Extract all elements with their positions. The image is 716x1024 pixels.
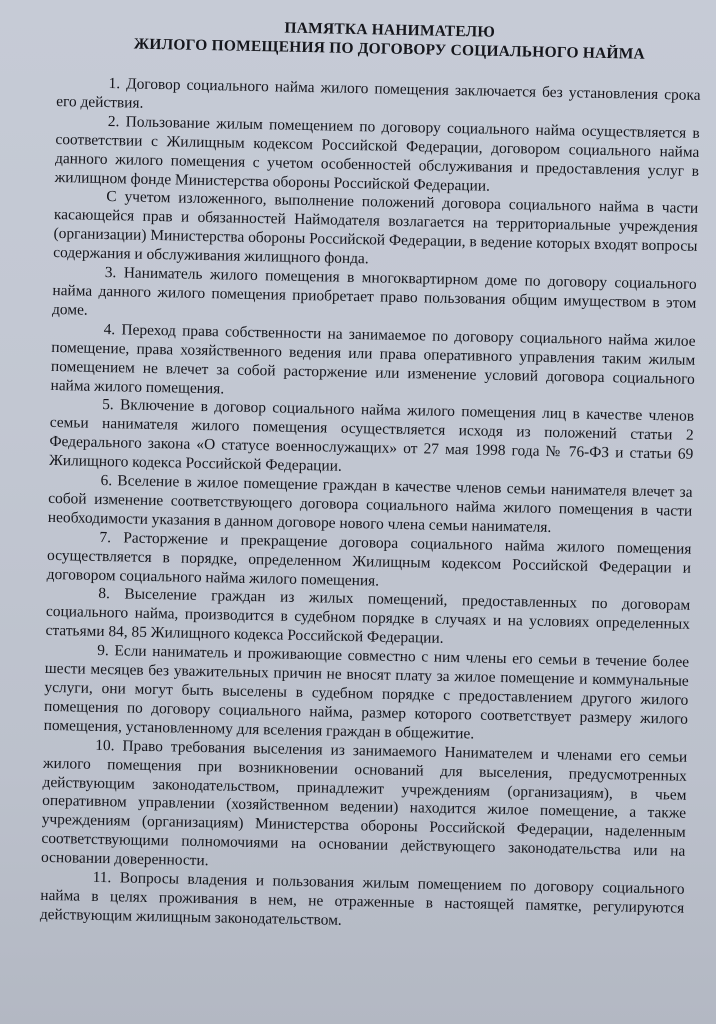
document-body (40, 74, 701, 938)
paragraph-11: 11. Вопросы владения и пользования жилым помещением по договору социального найма в целях проживания в нем, не отраженные в настоящей памятке, регулируются действующим жилищным законодательством. (39, 868, 685, 929)
paragraph-5: 5. Включение в договор социального найма жилого помещения лиц в качестве членов семьи нанимателя жилого помещения осуществляется исходя из положений статьи 2 Федерального закона «О статусе военнослужащих» от 27 мая 1998 года № 76-ФЗ и статьи 69 Жилищного кодекса Российской Федерации. (48, 396, 695, 475)
paragraph-8: 8. Выселение граждан из жилых помещений, предоставленных по договорам социального найма, производится в судебном порядке в случаях и на условиях определенных статьями 84, 85 Жилищного кодекса Российской Федерации. (45, 585, 691, 648)
paragraph-7: 7. Расторжение и прекращение договора социального найма жилого помещения осуществляется в порядке, определенном Жилищным кодексом Российской Федерации и договором социального найма жилого помещения. (46, 528, 692, 590)
paragraph-1: 1. Договор социального найма жилого помещения заключается без установления срока его действия. (56, 75, 701, 112)
paragraph-10: 10. Право требования выселения из занимаемого Нанимателем и членами его семьи жилого помещения при возникновении оснований для выселения, предусмотренных действующим законодательством, принадлежит учреждениям (организациям), в чьем оперативном управлении (хозяйственном ведении) находится жилое помещение, а также учреждениям (организациям) Министерства обороны Российской Федерации, наделенным соответствующими полномочиями на основании действующего законодательства или на основании доверенности. (40, 736, 688, 870)
paragraph-6: 6. Вселение в жилое помещение граждан в качестве членов семьи нанимателя влечет за собой изменение соответствующего договора социального найма жилого помещения в части необходимости указания в данном договоре нового члена семьи нанимателя. (47, 471, 693, 536)
paragraph-4: 4. Переход права собственности на занимаемое по договору социального найма жилое помещение, права хозяйственного ведения или права оперативного управления таким жилым помещением не влечет за собой расторжение или изменение условий договора социального найма жилого помещения. (50, 320, 696, 397)
document-title-line1: ПАМЯТКА НАНИМАТЕЛЮ (284, 19, 496, 41)
document-sheet (40, 14, 702, 938)
paragraph-2: 2. Пользование жилым помещением по договору социального найма осуществляется в соответствии с Жилищным кодексом Российской Федерации, договором социального найма данного жилого помещения с учетом особенностей обслуживания и предоставления услуг в жилищном фонде Министерства обороны Российской Федерации. (54, 112, 700, 195)
paragraph-3: 3. Наниматель жилого помещения в многоквартирном доме по договору социального найма данного жилого помещения приобретает право пользования общим имуществом в этом доме. (51, 264, 697, 319)
paragraph-2-continuation: С учетом изложенного, выполнение положений договора социального найма в части касающейся прав и обязанностей Наймодателя возлагается на территориальные учреждения (организации) Министерства обороны Российской Федерации, в ведение которых входят вопросы содержания и обслуживания жилищного фонда. (53, 188, 699, 268)
document-title-line2: ЖИЛОГО ПОМЕЩЕНИЯ ПО ДОГОВОРУ СОЦИАЛЬНОГО НАЙМА (133, 35, 646, 63)
paragraph-9: 9. Если наниматель и проживающие совместно с ним члены его семьи в течение более шести месяцев без уважительных причин не вносят плату за жилое помещение и коммунальные услуги, они могут быть выселены в судебном порядке с предоставлением другого жилого помещения по договору социального найма, размер которого соответствует размеру жилого помещения, установленному для вселения граждан в общежитие. (43, 642, 690, 743)
